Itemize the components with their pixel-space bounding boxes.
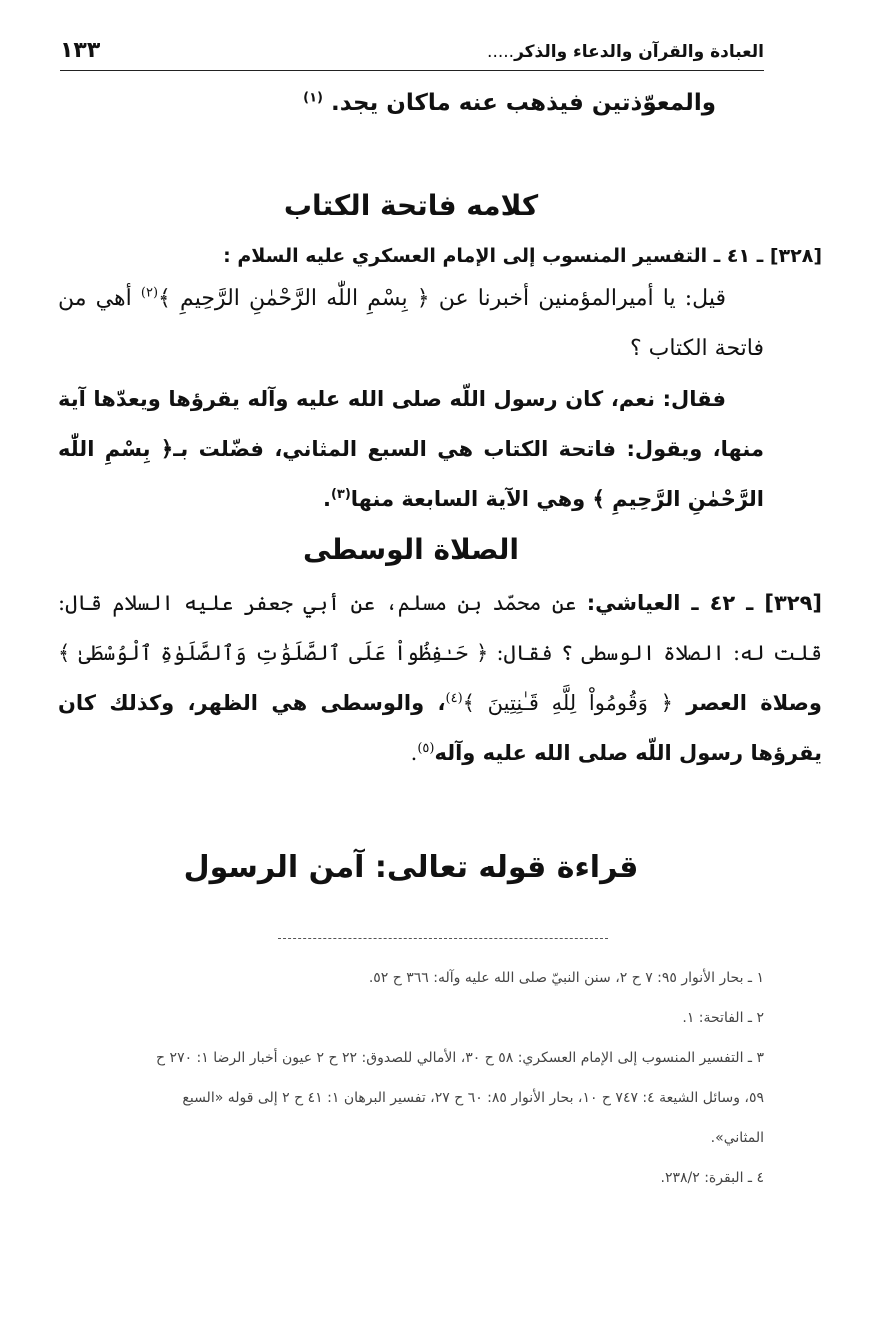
footnote-3: ٣ ـ التفسير المنسوب إلى الإمام العسكري: ٥٨ ح ٣٠، الأمالي للصدوق: ٢٢ ح ٢ عيون أخبار الرضا ١: ٢٧٠ ح: [156, 1050, 764, 1066]
footnote-separator: [278, 938, 608, 939]
section-heading-amana: قراءة قوله تعالى: آمن الرسول: [183, 850, 639, 885]
running-title-text: العبادة والقرآن والدعاء والذكر: [514, 42, 764, 62]
page-header: [60, 36, 764, 71]
quran-verse-1: ﴿ حَـٰفِظُواْ عَلَى ٱلصَّلَوَٰتِ وَٱلصَّلَوٰةِ ٱلْوُسْطَىٰ ﴾: [58, 641, 489, 665]
continuation-line: [58, 80, 764, 126]
section-heading-wusta: الصلاة الوسطى: [302, 533, 520, 566]
answer-text: فقال: نعم، كان رسول اللّه صلى الله عليه وآله يقرؤها ويعدّها آية منها، ويقول: فاتحة الكتاب هي السبع المثاني، فضّلت بـ﴿ بِسْمِ اللّٰه الرَّحْمٰنِ الرَّحِيمِ ﴾ وهي الآية السابعة منها: [58, 387, 764, 511]
footnote-ref-4: (٤): [445, 691, 463, 706]
footnote-ref-2: (٢): [140, 285, 159, 301]
footnote-4: ٤ ـ البقرة: ٢٣٨/٢.: [660, 1170, 764, 1186]
question-text: قيل: يا أميرالمؤمنين أخبرنا عن ﴿ بِسْمِ اللّٰه الرَّحْمٰنِ الرَّحِيمِ ﴾: [158, 286, 726, 311]
entry-329-text-3: ، والوسطى هي الظهر، وكذلك كان يقرؤها رسول اللّه صلى الله عليه وآله: [58, 691, 822, 765]
continuation-text: والمعوّذتين فيذهب عنه ماكان يجد.: [330, 90, 716, 116]
footnote-ref-1: (١): [303, 90, 323, 106]
footnote-ref-3: (٣): [330, 487, 351, 502]
entry-329-text-2: وصلاة العصر: [672, 691, 822, 715]
page-number: ١٣٣: [60, 38, 101, 63]
page-body: [58, 80, 822, 890]
entry-328-heading: [٣٢٨] ـ ٤١ ـ التفسير المنسوب إلى الإمام العسكري عليه السلام :: [223, 245, 822, 267]
entry-329: [٣٢٩] ـ ٤٢ ـ العياشي: عن محمّد بن مسلم، عن أبي جعفر عليه السلام قال: قلت له: الصلاة الوسطى ؟ فقال: ﴿ حَـٰفِظُواْ عَلَى ٱلصَّلَوَٰتِ وَٱلصَّلَوٰةِ ٱلْوُسْطَىٰ ﴾ وصلاة العصر ﴿ وَقُومُواْ لِلَّهِ قَـٰنِتِينَ ﴾$^{(٤)}$، والوسطى هي الظهر، وكذلك كان يقرؤها رسول اللّه صلى الله عليه وآله$^{(٥)}$.: [58, 591, 822, 765]
running-title-dots: .....: [487, 42, 515, 62]
entry-328-question: [58, 274, 764, 374]
entry-328-answer: فقال: نعم، كان رسول اللّه صلى الله عليه وآله يقرؤها ويعدّها آية منها، ويقول: فاتحة الكتاب هي السبع المثاني، فضّلت بـ﴿ بِسْمِ اللّٰه الرَّحْمٰنِ الرَّحِيمِ ﴾ وهي الآية السابعة منها$^{(٣)}$.: [58, 387, 764, 511]
quran-verse-2: ﴿ وَقُومُواْ لِلَّهِ قَـٰنِتِينَ ﴾: [462, 691, 673, 715]
footnote-3-continued: ٥٩، وسائل الشيعة ٤: ٧٤٧ ح ١٠، بحار الأنوار ٨٥: ٦٠ ح ٢٧، تفسير البرهان ١: ٤١ ح ٢ إلى قوله «السبع: [182, 1090, 764, 1106]
footnote-ref-5: (٥): [417, 741, 435, 756]
section-heading-fatiha: كلامه فاتحة الكتاب: [283, 189, 539, 222]
entry-329-number: [٣٢٩] ـ ٤٢ ـ العياشي:: [586, 591, 822, 615]
entry-329-text-1: عن محمّد بن مسلم، عن أبي جعفر عليه السلام قال: قلت له: الصلاة الوسطى ؟ فقال:: [58, 591, 822, 665]
running-title: [487, 42, 764, 62]
footnote-1: ١ ـ بحار الأنوار ٩٥: ٧ ح ٢، سنن النبيّ صلى الله عليه وآله: ٣٦٦ ح ٥٢.: [368, 970, 764, 986]
footnotes: [60, 958, 764, 1198]
question-tail: أهي من فاتحة الكتاب ؟: [58, 286, 764, 361]
footnote-2: ٢ ـ الفاتحة: ١.: [682, 1010, 764, 1026]
footnote-3-end: المثاني».: [710, 1130, 764, 1146]
